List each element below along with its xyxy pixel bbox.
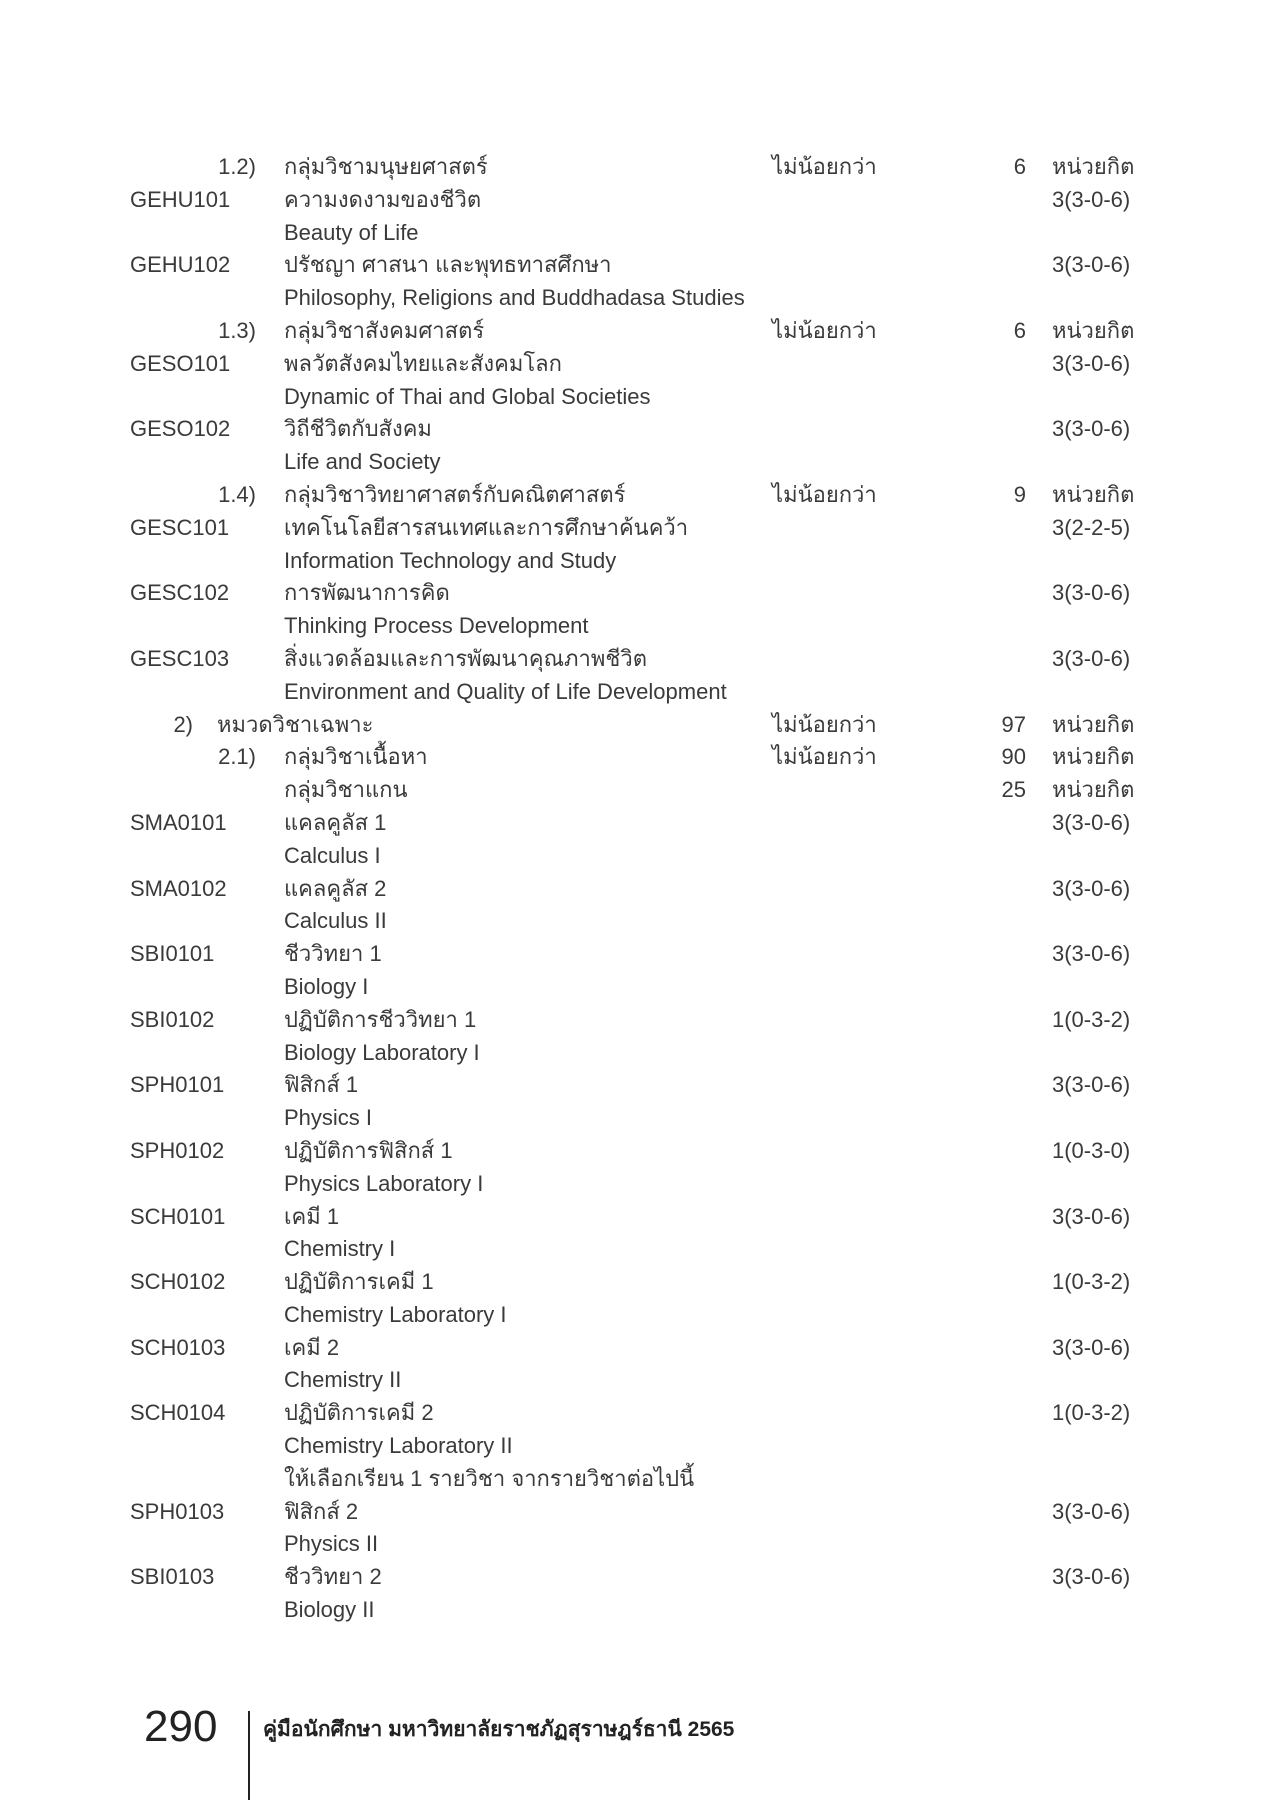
min-label: ไม่น้อยกว่า bbox=[772, 481, 877, 507]
text-row bbox=[0, 1594, 1267, 1627]
section-row bbox=[0, 315, 1267, 348]
course-credits: 3(3-0-6) bbox=[1052, 1334, 1131, 1360]
text-row bbox=[0, 1528, 1267, 1561]
credit-unit: หน่วยกิต bbox=[1052, 777, 1135, 803]
course-row bbox=[0, 577, 1267, 610]
credit-total: 6 bbox=[1013, 317, 1026, 343]
course-row bbox=[0, 1496, 1267, 1529]
row-title: Chemistry Laboratory I bbox=[284, 1301, 507, 1327]
text-row bbox=[0, 840, 1267, 873]
text-row bbox=[0, 1364, 1267, 1397]
course-code: SCH0104 bbox=[130, 1400, 226, 1426]
course-code: SBI0101 bbox=[130, 941, 215, 967]
course-credits: 3(3-0-6) bbox=[1052, 186, 1131, 212]
row-title: Information Technology and Study bbox=[284, 547, 617, 573]
row-title: สิ่งแวดล้อมและการพัฒนาคุณภาพชีวิต bbox=[284, 645, 647, 671]
row-title: Philosophy, Religions and Buddhadasa Studies bbox=[284, 285, 745, 311]
footer-divider bbox=[248, 1711, 250, 1800]
text-row bbox=[0, 1037, 1267, 1070]
row-title: การพัฒนาการคิด bbox=[284, 580, 450, 606]
text-row bbox=[0, 676, 1267, 709]
row-title: Environment and Quality of Life Development bbox=[284, 678, 727, 704]
section-number: 1.2) bbox=[218, 154, 256, 179]
row-title: ปฏิบัติการฟิสิกส์ 1 bbox=[284, 1137, 453, 1163]
row-title: Physics I bbox=[284, 1105, 373, 1131]
course-row bbox=[0, 643, 1267, 676]
course-row bbox=[0, 1004, 1267, 1037]
course-code: GESC102 bbox=[130, 580, 230, 606]
row-title: Chemistry Laboratory II bbox=[284, 1433, 513, 1459]
text-row bbox=[0, 971, 1267, 1004]
course-row bbox=[0, 1201, 1267, 1234]
row-title: Beauty of Life bbox=[284, 219, 419, 245]
course-row bbox=[0, 1397, 1267, 1430]
course-row bbox=[0, 1069, 1267, 1102]
row-title: พลวัตสังคมไทยและสังคมโลก bbox=[284, 350, 562, 376]
course-credits: 1(0-3-2) bbox=[1052, 1006, 1131, 1032]
course-code: GEHU101 bbox=[130, 186, 231, 212]
course-credits: 3(3-0-6) bbox=[1052, 941, 1131, 967]
section-number: 1.4) bbox=[218, 481, 256, 507]
row-title: Physics II bbox=[284, 1531, 379, 1557]
min-label: ไม่น้อยกว่า bbox=[772, 317, 877, 343]
row-title: Chemistry II bbox=[284, 1367, 402, 1393]
section-number: 1.3) bbox=[218, 317, 256, 343]
course-row bbox=[0, 512, 1267, 545]
credit-unit: หน่วยกิต bbox=[1052, 481, 1135, 507]
row-title: ปรัชญา ศาสนา และพุทธทาสศึกษา bbox=[284, 252, 612, 278]
course-code: GESC103 bbox=[130, 645, 230, 671]
row-title: ปฏิบัติการเคมี 1 bbox=[284, 1269, 434, 1295]
text-row bbox=[0, 381, 1267, 414]
course-row bbox=[0, 249, 1267, 282]
text-row bbox=[0, 217, 1267, 250]
row-title: ชีววิทยา 1 bbox=[284, 941, 382, 967]
course-code: SPH0101 bbox=[130, 1072, 225, 1098]
course-row bbox=[0, 938, 1267, 971]
course-credits: 3(2-2-5) bbox=[1052, 514, 1131, 540]
credit-total: 9 bbox=[1013, 481, 1026, 507]
row-title: ให้เลือกเรียน 1 รายวิชา จากรายวิชาต่อไปนี้ bbox=[284, 1465, 695, 1491]
credit-total: 25 bbox=[1001, 777, 1026, 803]
course-row bbox=[0, 1266, 1267, 1299]
credit-total: 6 bbox=[1013, 154, 1026, 179]
text-row bbox=[0, 610, 1267, 643]
course-credits: 3(3-0-6) bbox=[1052, 1072, 1131, 1098]
row-title: แคลคูลัส 1 bbox=[284, 809, 387, 835]
text-row bbox=[0, 1463, 1267, 1496]
course-credits: 3(3-0-6) bbox=[1052, 1203, 1131, 1229]
row-title: Calculus I bbox=[284, 842, 381, 868]
page-number: 290 bbox=[144, 1702, 218, 1751]
course-code: SMA0102 bbox=[130, 875, 227, 901]
course-row bbox=[0, 873, 1267, 906]
section-row bbox=[0, 709, 1267, 742]
course-credits: 3(3-0-6) bbox=[1052, 416, 1131, 442]
credit-unit: หน่วยกิต bbox=[1052, 154, 1135, 179]
course-code: SBI0103 bbox=[130, 1564, 215, 1590]
row-title: ปฏิบัติการเคมี 2 bbox=[284, 1400, 434, 1426]
course-code: SPH0102 bbox=[130, 1137, 225, 1163]
footer-title: คู่มือนักศึกษา มหาวิทยาลัยราชภัฏสุราษฎร์ธานี 2565 bbox=[263, 1718, 735, 1741]
min-label: ไม่น้อยกว่า bbox=[772, 154, 877, 179]
course-row bbox=[0, 1332, 1267, 1365]
course-row bbox=[0, 1135, 1267, 1168]
course-code: SBI0102 bbox=[130, 1006, 215, 1032]
course-credits: 3(3-0-6) bbox=[1052, 350, 1131, 376]
section-number: 2) bbox=[173, 711, 193, 737]
text-row bbox=[0, 545, 1267, 578]
row-title: Calculus II bbox=[284, 908, 387, 934]
course-row bbox=[0, 1561, 1267, 1594]
row-title: กลุ่มวิชาวิทยาศาสตร์กับคณิตศาสตร์ bbox=[284, 481, 626, 507]
row-title: กลุ่มวิชาสังคมศาสตร์ bbox=[284, 317, 485, 343]
course-code: SCH0101 bbox=[130, 1203, 226, 1229]
text-row bbox=[0, 905, 1267, 938]
credit-unit: หน่วยกิต bbox=[1052, 317, 1135, 343]
min-label: ไม่น้อยกว่า bbox=[772, 711, 877, 737]
course-credits: 1(0-3-2) bbox=[1052, 1269, 1131, 1295]
curriculum-list bbox=[0, 151, 1267, 1627]
row-title: กลุ่มวิชาเนื้อหา bbox=[284, 744, 428, 770]
credit-unit: หน่วยกิต bbox=[1052, 744, 1135, 770]
row-title: กลุ่มวิชาแกน bbox=[284, 777, 408, 803]
course-credits: 3(3-0-6) bbox=[1052, 645, 1131, 671]
section-number: 2.1) bbox=[218, 744, 256, 770]
row-title: ปฏิบัติการชีววิทยา 1 bbox=[284, 1006, 477, 1032]
text-row bbox=[0, 774, 1267, 807]
row-title: แคลคูลัส 2 bbox=[284, 875, 387, 901]
text-row bbox=[0, 1430, 1267, 1463]
course-row bbox=[0, 807, 1267, 840]
course-code: GESO101 bbox=[130, 350, 231, 376]
course-code: GESO102 bbox=[130, 416, 231, 442]
text-row bbox=[0, 1233, 1267, 1266]
course-code: SPH0103 bbox=[130, 1498, 225, 1524]
row-title: Dynamic of Thai and Global Societies bbox=[284, 383, 651, 409]
course-credits: 1(0-3-0) bbox=[1052, 1137, 1131, 1163]
section-row bbox=[0, 479, 1267, 512]
section-row bbox=[0, 151, 1267, 184]
course-row bbox=[0, 348, 1267, 381]
credit-total: 97 bbox=[1001, 711, 1026, 737]
row-title: Biology I bbox=[284, 973, 369, 999]
row-title: Physics Laboratory I bbox=[284, 1170, 484, 1196]
row-title: Biology II bbox=[284, 1597, 375, 1623]
row-title: Biology Laboratory I bbox=[284, 1039, 480, 1065]
row-title: กลุ่มวิชามนุษยศาสตร์ bbox=[284, 154, 488, 179]
course-code: GESC101 bbox=[130, 514, 230, 540]
text-row bbox=[0, 282, 1267, 315]
course-credits: 1(0-3-2) bbox=[1052, 1400, 1131, 1426]
course-code: GEHU102 bbox=[130, 252, 231, 278]
row-title: เคมี 1 bbox=[284, 1203, 340, 1229]
row-title: ความงดงามของชีวิต bbox=[284, 186, 482, 212]
course-code: SCH0102 bbox=[130, 1269, 226, 1295]
row-title: Life and Society bbox=[284, 449, 441, 475]
text-row bbox=[0, 1168, 1267, 1201]
text-row bbox=[0, 446, 1267, 479]
course-credits: 3(3-0-6) bbox=[1052, 809, 1131, 835]
course-credits: 3(3-0-6) bbox=[1052, 580, 1131, 606]
course-credits: 3(3-0-6) bbox=[1052, 252, 1131, 278]
course-credits: 3(3-0-6) bbox=[1052, 1564, 1131, 1590]
row-title: เทคโนโลยีสารสนเทศและการศึกษาค้นคว้า bbox=[284, 514, 689, 540]
credit-unit: หน่วยกิต bbox=[1052, 711, 1135, 737]
min-label: ไม่น้อยกว่า bbox=[772, 744, 877, 770]
row-title: ชีววิทยา 2 bbox=[284, 1564, 382, 1590]
text-row bbox=[0, 1299, 1267, 1332]
row-title: วิถีชีวิตกับสังคม bbox=[284, 416, 432, 442]
row-title: เคมี 2 bbox=[284, 1334, 340, 1360]
row-title: หมวดวิชาเฉพาะ bbox=[217, 711, 374, 737]
text-row bbox=[0, 1102, 1267, 1135]
course-row bbox=[0, 184, 1267, 217]
row-title: ฟิสิกส์ 2 bbox=[284, 1498, 359, 1524]
credit-total: 90 bbox=[1001, 744, 1026, 770]
row-title: ฟิสิกส์ 1 bbox=[284, 1072, 359, 1098]
course-code: SMA0101 bbox=[130, 809, 227, 835]
row-title: Thinking Process Development bbox=[284, 613, 589, 639]
course-credits: 3(3-0-6) bbox=[1052, 875, 1131, 901]
course-code: SCH0103 bbox=[130, 1334, 226, 1360]
section-row bbox=[0, 741, 1267, 774]
course-credits: 3(3-0-6) bbox=[1052, 1498, 1131, 1524]
course-row bbox=[0, 413, 1267, 446]
row-title: Chemistry I bbox=[284, 1236, 396, 1262]
